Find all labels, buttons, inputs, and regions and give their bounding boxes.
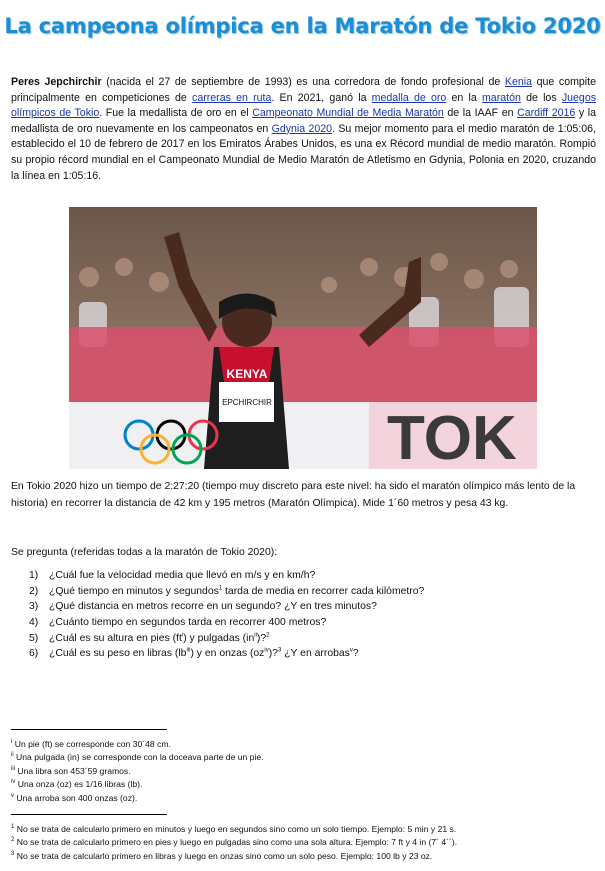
list-item: 4) ¿Cuánto tiempo en segundos tarda en recorrer 400 metros? bbox=[29, 617, 327, 629]
footnote: $^v$ Una arroba son 400 onzas (oz). bbox=[11, 792, 138, 803]
footnote: $^{ii}$ Una pulgada (in) se corresponde con la doceava parte de un pie. bbox=[11, 752, 264, 763]
bib-text: EPCHIRCHIR bbox=[222, 398, 272, 407]
list-item: 3) ¿Qué distancia en metros recorre en un segundo? ¿Y en tres minutos? bbox=[29, 601, 377, 613]
link-carreras-en-ruta[interactable]: carreras en ruta bbox=[192, 91, 272, 104]
list-item: 1) ¿Cuál fue la velocidad media que llevó en m/s y en km/h? bbox=[29, 570, 316, 581]
athlete-name: Peres Jepchirchir bbox=[11, 76, 102, 88]
intro-paragraph: Peres Jepchirchir (nacida el 27 de septiembre de 1993) es una corredora de fondo profesional de Kenia que compite principalmente en competiciones de carreras en ruta. En 2021, ganó la medalla de oro en la maratón de los Juegos olímpicos de Tokio. Fue la medallista de oro en el Campeonato Mundial de Media Maratón de la IAAF en Cardiff 2016 y la medallista de oro nuevamente en los campeonatos en Gdynia 2020. Su mejor momento para el medio maratón de 1:05:06, establecido el 10 de febrero de 2017 en los Emiratos Árabes Unidos, es una ex Récord mundial de medio maratón. Rompió su propio récord mundial en el Campeonato Mundial de Medio Maratón de Atletismo en Gdynia, Polonia en 2020, cruzando la línea en 1:05:16. bbox=[11, 76, 597, 182]
footnote: $^i$ Un pie (ft) se corresponde con 30´48 cm. bbox=[11, 739, 171, 749]
footnotes-numbered bbox=[11, 823, 457, 863]
footnote: $^{iii}$ Una libra son 453´59 gramos. bbox=[11, 765, 131, 776]
link-gdynia-2020[interactable]: Gdynia 2020 bbox=[271, 122, 333, 135]
question-intro: Se pregunta (referidas todas a la maratón de Tokio 2020): bbox=[11, 547, 278, 558]
list-item: 5) ¿Cuál es su altura en pies $(ft^i)$ y pulgadas $(in^{ii})?^2$ bbox=[29, 632, 270, 644]
footnote: $^2$ No se trata de calcularlo primero en pies y luego en pulgadas sino como una sola altura. Ejemplo: 7 ft y 4 in (7´ 4´´). bbox=[11, 837, 458, 848]
link-juegos-olimpicos[interactable]: Juegos olímpicos de Tokio bbox=[11, 91, 597, 120]
shirt-text: KENYA bbox=[226, 367, 268, 381]
list-item: 6) ¿Cuál es su peso en libras $(lb^{iii})$ y en onzas $(oz^{iv})?^3$ ¿Y en arrobas$^v$? bbox=[29, 647, 359, 660]
link-kenia[interactable]: Kenia bbox=[504, 76, 532, 88]
link-cardiff-2016[interactable]: Cardiff 2016 bbox=[517, 107, 576, 120]
footnote-divider bbox=[11, 814, 167, 815]
question-list bbox=[29, 570, 424, 664]
page-title: La campeona olímpica en la Maratón de Tokio 2020 bbox=[4, 14, 601, 38]
footnote: $^1$ No se trata de calcularlo primero en minutos y luego en segundos sino como un solo tiempo. Ejemplo: 5 min y 21 s. bbox=[11, 824, 457, 834]
link-medalla-de-oro[interactable]: medalla de oro bbox=[371, 91, 447, 104]
footnote-divider bbox=[11, 729, 167, 730]
tokyo-paragraph: En Tokio 2020 hizo un tiempo de 2:27:20 (tiempo muy discreto para este nivel: ha sido el maratón olímpico más lento de la historia) en recorrer la distancia de 42 km y 195 metros (Maratón Olímpica). Mide 1´60 metros y pesa 43 kg. bbox=[11, 481, 576, 509]
footnote: $^{iv}$ Una onza (oz) es 1/16 libras (lb). bbox=[11, 779, 143, 790]
link-campeonato-mundial[interactable]: Campeonato Mundial de Media Maratón bbox=[252, 107, 444, 120]
link-maraton[interactable]: maratón bbox=[481, 91, 521, 104]
list-item: 2) ¿Qué tiempo en minutos y segundos$^1$ tarda de media en recorrer cada kilómetro? bbox=[29, 585, 425, 597]
athlete-photo bbox=[69, 207, 537, 469]
banner-text: TOK bbox=[387, 404, 517, 469]
footnotes-roman bbox=[11, 738, 264, 805]
footnote: $^3$ No se trata de calcularlo primero en libras y luego en onzas sino como un solo peso. Ejemplo: 100 lb y 23 oz. bbox=[11, 850, 433, 861]
